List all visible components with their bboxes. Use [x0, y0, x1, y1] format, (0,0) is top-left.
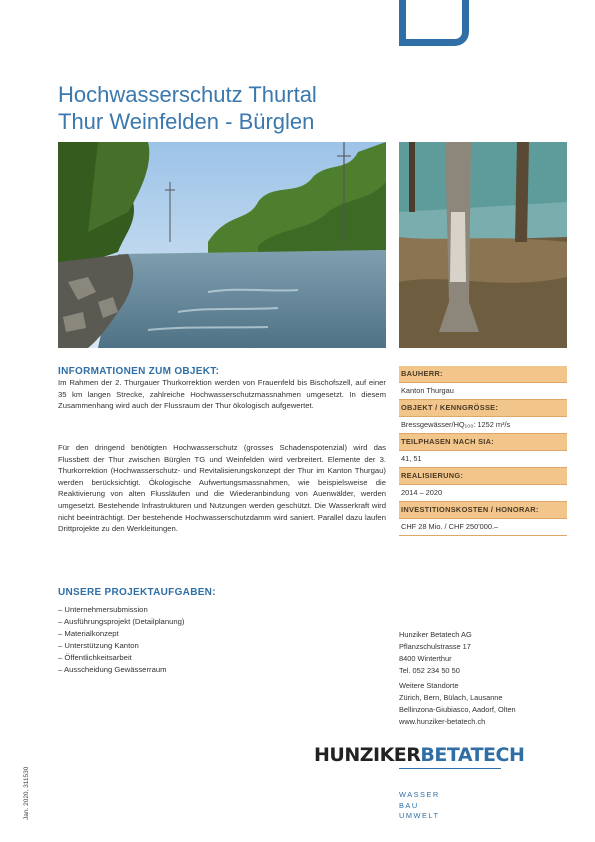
fact-label: TEILPHASEN NACH SIA: — [399, 434, 567, 451]
contact-block — [399, 629, 472, 677]
city: 8400 Winterthur — [399, 654, 452, 663]
website-link[interactable]: www.hunziker-betatech.ch — [399, 717, 486, 726]
company-name: Hunziker Betatech AG — [399, 630, 472, 639]
logo-text-hunziker: HUNZIKER — [314, 744, 421, 766]
list-item: – Materialkonzept — [58, 629, 119, 638]
fact-label: INVESTITIONSKOSTEN / HONORAR: — [399, 502, 567, 519]
info-heading: INFORMATIONEN ZUM OBJEKT: — [58, 366, 220, 377]
tasks-heading: UNSERE PROJEKTAUFGABEN: — [58, 587, 216, 598]
list-item: – Ausscheidung Gewässerraum — [58, 665, 167, 674]
fact-label: REALISIERUNG: — [399, 468, 567, 485]
info-paragraph-2: Für den dringend benötigten Hochwasserschutz (grosses Schadenspotenzial) wird das Flussbett der Thur zwischen Bürglen TG und Weinfelden wird verbreitert. Elemente der 3. Thurkorrektion (Hochwasserschutz- und Revitalisierungskonzept der Thur im Kanton Thurgau) werden berücksichtigt. Ökologische Aufwertungsmassnahmen, wie beispielsweise die Reaktivierung von alten Flussläufen und die Wiederanbindung von Auenwälder, werden umgesetzt. Bestehende Infrastrukturen und Nutzungen werden geschützt. Die Wasserkraft wird nicht beeinträchtigt. Der bestehende Hochwasserschutzdamm wird saniert. Parallel dazu laufen Drittprojekte zu den Werkleitungen. — [58, 443, 386, 534]
info-paragraph-1: Im Rahmen der 2. Thurgauer Thurkorrektion werden von Frauenfeld bis Bischofszell, auf einer 35 km langen Strecke, zahlreiche Hochwasserschutzmassnahmen umgesetzt. In diesem Zusammenhang wird auch der Flussraum der Thur ökologisch aufgewertet. — [58, 378, 386, 411]
document-code: Jan. 2020, 311530 — [23, 766, 30, 820]
fact-value: CHF 28 Mio. / CHF 250'000.– — [399, 519, 567, 536]
fact-label: OBJEKT / KENNGRÖSSE: — [399, 400, 567, 417]
list-item: – Unternehmersubmission — [58, 605, 148, 614]
company-logo — [314, 744, 524, 766]
page-title-line-1: Hochwasserschutz Thurtal — [58, 82, 317, 107]
tasks-list — [58, 604, 185, 676]
locations-block — [399, 680, 516, 728]
list-item: – Unterstützung Kanton — [58, 641, 139, 650]
phone: Tel. 052 234 50 50 — [399, 666, 460, 675]
list-item: – Öffentlichkeitsarbeit — [58, 653, 132, 662]
tree-photo — [399, 142, 567, 348]
tagline — [399, 790, 440, 822]
logo-text-betatech: BETATECH — [420, 744, 525, 766]
locations-line: Bellinzona-Giubiasco, Aadorf, Olten — [399, 705, 516, 714]
project-facts-table — [399, 366, 567, 536]
locations-heading: Weitere Standorte — [399, 681, 459, 690]
fact-label: BAUHERR: — [399, 366, 567, 383]
tagline-water: WASSER — [399, 790, 440, 799]
street-address: Pflanzschulstrasse 17 — [399, 642, 471, 651]
fact-value: Bressgewässer/HQ₁₀₀: 1252 m³/s — [399, 417, 567, 434]
fact-value: Kanton Thurgau — [399, 383, 567, 400]
tagline-environment: UMWELT — [399, 811, 440, 820]
tagline-construction: BAU — [399, 800, 419, 810]
logo-underline — [399, 768, 501, 769]
fact-value: 41, 51 — [399, 451, 567, 468]
river-photo — [58, 142, 386, 348]
list-item: – Ausführungsprojekt (Detailplanung) — [58, 617, 185, 626]
page-title-line-2: Thur Weinfelden - Bürglen — [58, 109, 315, 134]
fact-value: 2014 – 2020 — [399, 485, 567, 502]
locations-line: Zürich, Bern, Bülach, Lausanne — [399, 693, 503, 702]
brand-mark — [399, 0, 469, 46]
